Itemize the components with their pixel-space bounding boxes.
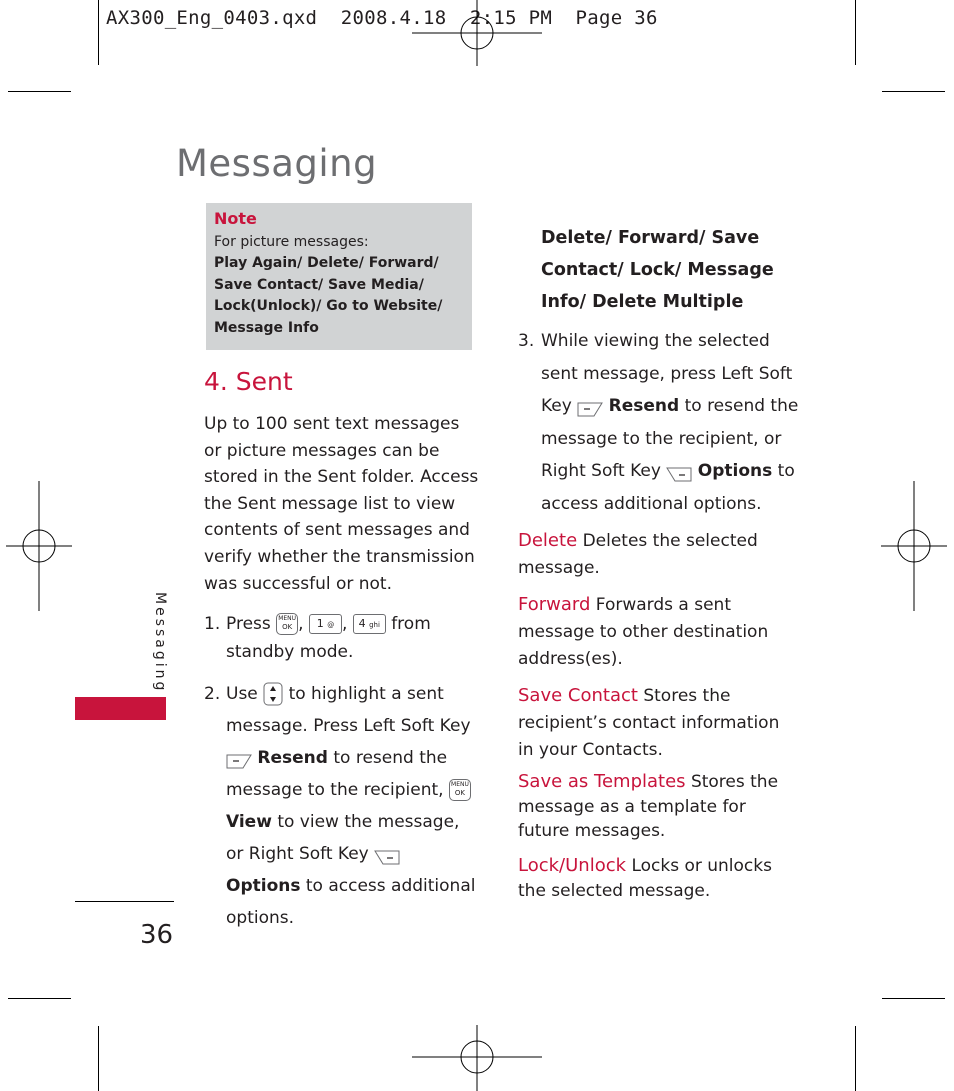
menu-key-bottom: OK (454, 789, 465, 797)
footer-rule (75, 901, 174, 902)
four-key-sub: ghi (369, 621, 380, 629)
step-3 (541, 325, 799, 520)
four-key-icon (353, 614, 386, 634)
definition-term: Save Contact (518, 685, 638, 706)
note-intro: For picture messages: (214, 234, 369, 250)
crop-mark (882, 91, 945, 92)
step-3-text3: to access additional options. (541, 461, 795, 514)
definition-item (518, 591, 798, 673)
crop-mark (98, 1026, 99, 1091)
step-2 (226, 678, 478, 934)
definition-item (518, 770, 800, 844)
note-box (206, 203, 472, 350)
step-3-options: Options (697, 461, 773, 481)
page-number: 36 (140, 920, 174, 950)
definition-desc: Stores the message as a template for future messages. (518, 772, 779, 841)
step-3-number: 3. (518, 331, 535, 351)
step-2-text4: to access additional options. (226, 876, 476, 928)
crop-mark (882, 998, 945, 999)
definition-term: Lock/Unlock (518, 855, 627, 876)
step-1-sep2: , (341, 614, 348, 634)
step-2-text2: to resend the message to the recipient, (226, 748, 448, 800)
section-heading: 4. Sent (204, 367, 293, 396)
crop-mark (8, 91, 71, 92)
right-soft-key-icon (374, 845, 400, 863)
step-1-press: Press (226, 614, 271, 634)
menu-key-top: MENU (278, 615, 297, 622)
menu-ok-key-icon (276, 613, 298, 635)
registration-mark-right (881, 481, 947, 611)
step-2-options: Options (226, 876, 301, 896)
nav-key-icon (263, 682, 283, 706)
definition-term: Delete (518, 530, 578, 551)
note-label: Note (214, 209, 257, 228)
one-key-sub: @ (327, 621, 335, 629)
definition-item (518, 682, 800, 764)
crop-mark (98, 0, 99, 65)
print-header: AX300_Eng_0403.qxd 2008.4.18 2:15 PM Page 36 (106, 7, 658, 29)
registration-mark-bottom (412, 1025, 542, 1091)
definition-desc: Deletes the selected message. (518, 531, 758, 578)
definition-term: Save as Templates (518, 771, 686, 792)
step-2-options-list: Delete/ Forward/ Save Contact/ Lock/ Message Info/ Delete Multiple (541, 228, 774, 312)
definition-item (518, 527, 798, 582)
left-soft-key-icon (226, 749, 252, 767)
step-2-use: Use (226, 684, 258, 704)
note-options: Play Again/ Delete/ Forward/ Save Contact/ Save Media/ Lock(Unlock)/ Go to Website/ Message Info (214, 255, 443, 336)
side-tab-bar (75, 697, 166, 720)
step-1 (226, 610, 478, 666)
step-1-number: 1. (204, 614, 221, 634)
registration-mark-left (6, 481, 72, 611)
step-3-text1: While viewing the selected sent message, press Left Soft Key (541, 331, 793, 416)
one-key-icon (309, 614, 342, 634)
section-intro: Up to 100 sent text messages or picture messages can be stored in the Sent folder. Access the Sent message list to view contents of sent messages and verify whether the transmission was successful or not. (204, 414, 479, 594)
definition-item (518, 853, 800, 904)
step-2-resend: Resend (257, 748, 328, 768)
step-2-view: View (226, 812, 272, 832)
step-2-text3: to view the message, or Right Soft Key (226, 812, 460, 864)
side-tab-label: Messaging (152, 592, 168, 694)
menu-ok-key-icon (449, 779, 471, 801)
registration-mark-top (412, 0, 542, 66)
menu-key-top: MENU (451, 781, 469, 788)
step-3-resend: Resend (608, 396, 680, 416)
crop-mark (855, 0, 856, 65)
step-1-sep1: , (298, 614, 304, 634)
four-key-num: 4 (358, 617, 366, 630)
crop-mark (8, 998, 71, 999)
one-key-num: 1 (316, 617, 324, 630)
definition-term: Forward (518, 594, 591, 615)
step-2-text1: to highlight a sent message. Press Left Soft Key (226, 684, 471, 736)
menu-key-bottom: OK (282, 623, 293, 631)
crop-mark (855, 1026, 856, 1091)
step-3-text2: to resend the message to the recipient, or Right Soft Key (541, 396, 799, 481)
definition-desc: Locks or unlocks the selected message. (518, 856, 772, 901)
left-soft-key-icon (577, 397, 603, 415)
step-2-number: 2. (204, 684, 221, 704)
step-1-tail: from standby mode. (226, 614, 431, 662)
right-soft-key-icon (666, 462, 692, 480)
definition-desc: Forwards a sent message to other destination address(es). (518, 595, 769, 669)
page-title: Messaging (176, 142, 378, 185)
definition-desc: Stores the recipient’s contact information in your Contacts. (518, 686, 780, 760)
